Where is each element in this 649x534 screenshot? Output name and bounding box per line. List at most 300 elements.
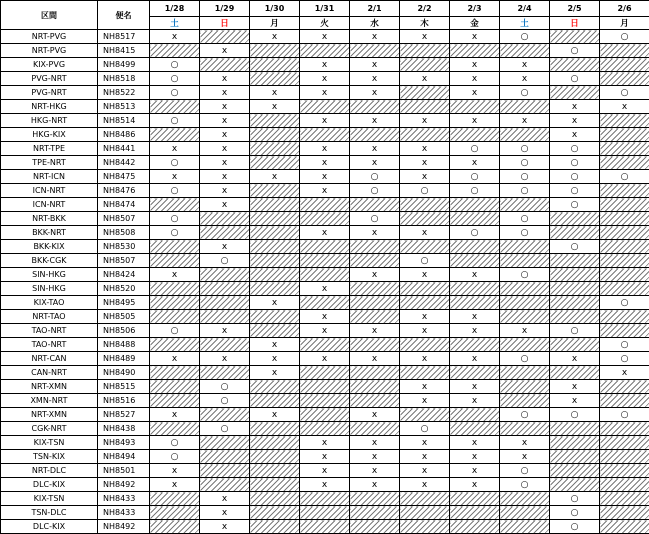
flight-cell: NH8474 bbox=[98, 198, 150, 212]
available-cell: ○ bbox=[550, 72, 600, 86]
table-row bbox=[1, 30, 649, 44]
no-flight-cell bbox=[600, 422, 649, 436]
no-flight-cell bbox=[150, 492, 200, 506]
no-flight-cell bbox=[450, 240, 500, 254]
no-flight-cell bbox=[250, 114, 300, 128]
no-flight-cell bbox=[400, 506, 450, 520]
no-flight-cell bbox=[200, 366, 250, 380]
no-flight-cell bbox=[550, 338, 600, 352]
available-cell: ○ bbox=[450, 142, 500, 156]
available-cell: ○ bbox=[150, 324, 200, 338]
available-cell: ○ bbox=[550, 170, 600, 184]
no-flight-cell bbox=[450, 296, 500, 310]
no-flight-cell bbox=[550, 282, 600, 296]
no-flight-cell bbox=[400, 520, 450, 534]
available-cell: ○ bbox=[550, 408, 600, 422]
no-flight-cell bbox=[450, 198, 500, 212]
no-flight-cell bbox=[250, 254, 300, 268]
no-flight-cell bbox=[150, 198, 200, 212]
table-row bbox=[1, 44, 649, 58]
available-cell: ○ bbox=[350, 170, 400, 184]
unavailable-cell: x bbox=[300, 352, 350, 366]
unavailable-cell: x bbox=[350, 142, 400, 156]
unavailable-cell: x bbox=[400, 450, 450, 464]
route-cell: CGK-NRT bbox=[1, 422, 98, 436]
table-row bbox=[1, 366, 649, 380]
no-flight-cell bbox=[600, 184, 649, 198]
no-flight-cell bbox=[200, 338, 250, 352]
available-cell: ○ bbox=[450, 170, 500, 184]
route-cell: BKK-KIX bbox=[1, 240, 98, 254]
unavailable-cell: x bbox=[150, 170, 200, 184]
no-flight-cell bbox=[250, 128, 300, 142]
available-cell: ○ bbox=[600, 338, 649, 352]
unavailable-cell: x bbox=[150, 142, 200, 156]
flight-cell: NH8486 bbox=[98, 128, 150, 142]
unavailable-cell: x bbox=[550, 100, 600, 114]
no-flight-cell bbox=[600, 464, 649, 478]
unavailable-cell: x bbox=[300, 184, 350, 198]
unavailable-cell: x bbox=[300, 170, 350, 184]
no-flight-cell bbox=[500, 282, 550, 296]
no-flight-cell bbox=[600, 156, 649, 170]
table-row bbox=[1, 128, 649, 142]
table-row bbox=[1, 324, 649, 338]
available-cell: ○ bbox=[500, 156, 550, 170]
no-flight-cell bbox=[500, 506, 550, 520]
table-row bbox=[1, 254, 649, 268]
no-flight-cell bbox=[600, 268, 649, 282]
no-flight-cell bbox=[250, 436, 300, 450]
no-flight-cell bbox=[550, 296, 600, 310]
unavailable-cell: x bbox=[400, 156, 450, 170]
unavailable-cell: x bbox=[300, 226, 350, 240]
no-flight-cell bbox=[600, 492, 649, 506]
flight-cell: NH8495 bbox=[98, 296, 150, 310]
table-row bbox=[1, 408, 649, 422]
unavailable-cell: x bbox=[450, 72, 500, 86]
available-cell: ○ bbox=[550, 506, 600, 520]
route-cell: DLC-KIX bbox=[1, 520, 98, 534]
available-cell: ○ bbox=[500, 268, 550, 282]
available-cell: ○ bbox=[150, 212, 200, 226]
unavailable-cell: x bbox=[200, 142, 250, 156]
available-cell: ○ bbox=[450, 226, 500, 240]
unavailable-cell: x bbox=[300, 58, 350, 72]
no-flight-cell bbox=[450, 282, 500, 296]
no-flight-cell bbox=[600, 72, 649, 86]
flight-cell: NH8494 bbox=[98, 450, 150, 464]
table-row bbox=[1, 170, 649, 184]
unavailable-cell: x bbox=[250, 170, 300, 184]
weekday-header: 月 bbox=[600, 17, 649, 30]
no-flight-cell bbox=[600, 114, 649, 128]
route-cell: NRT-TPE bbox=[1, 142, 98, 156]
no-flight-cell bbox=[600, 198, 649, 212]
no-flight-cell bbox=[500, 254, 550, 268]
weekday-header: 土 bbox=[150, 17, 200, 30]
unavailable-cell: x bbox=[200, 170, 250, 184]
no-flight-cell bbox=[150, 394, 200, 408]
route-cell: BKK-NRT bbox=[1, 226, 98, 240]
no-flight-cell bbox=[300, 240, 350, 254]
no-flight-cell bbox=[600, 520, 649, 534]
no-flight-cell bbox=[550, 436, 600, 450]
no-flight-cell bbox=[550, 254, 600, 268]
no-flight-cell bbox=[200, 30, 250, 44]
no-flight-cell bbox=[250, 520, 300, 534]
unavailable-cell: x bbox=[450, 324, 500, 338]
available-cell: ○ bbox=[600, 408, 649, 422]
unavailable-cell: x bbox=[500, 450, 550, 464]
available-cell: ○ bbox=[200, 394, 250, 408]
no-flight-cell bbox=[600, 324, 649, 338]
unavailable-cell: x bbox=[200, 506, 250, 520]
no-flight-cell bbox=[300, 128, 350, 142]
no-flight-cell bbox=[250, 478, 300, 492]
no-flight-cell bbox=[300, 394, 350, 408]
no-flight-cell bbox=[400, 492, 450, 506]
weekday-header: 水 bbox=[350, 17, 400, 30]
table-row bbox=[1, 352, 649, 366]
table-row bbox=[1, 86, 649, 100]
no-flight-cell bbox=[500, 366, 550, 380]
flight-cell: NH8489 bbox=[98, 352, 150, 366]
unavailable-cell: x bbox=[400, 268, 450, 282]
no-flight-cell bbox=[450, 422, 500, 436]
unavailable-cell: x bbox=[400, 72, 450, 86]
unavailable-cell: x bbox=[400, 380, 450, 394]
no-flight-cell bbox=[400, 44, 450, 58]
available-cell: ○ bbox=[200, 254, 250, 268]
unavailable-cell: x bbox=[200, 492, 250, 506]
available-cell: ○ bbox=[550, 324, 600, 338]
unavailable-cell: x bbox=[300, 436, 350, 450]
unavailable-cell: x bbox=[450, 436, 500, 450]
unavailable-cell: x bbox=[300, 114, 350, 128]
no-flight-cell bbox=[400, 58, 450, 72]
unavailable-cell: x bbox=[150, 352, 200, 366]
unavailable-cell: x bbox=[500, 324, 550, 338]
unavailable-cell: x bbox=[300, 72, 350, 86]
no-flight-cell bbox=[400, 296, 450, 310]
unavailable-cell: x bbox=[600, 100, 649, 114]
unavailable-cell: x bbox=[200, 100, 250, 114]
no-flight-cell bbox=[600, 128, 649, 142]
available-cell: ○ bbox=[550, 240, 600, 254]
available-cell: ○ bbox=[150, 436, 200, 450]
no-flight-cell bbox=[200, 408, 250, 422]
available-cell: ○ bbox=[500, 184, 550, 198]
no-flight-cell bbox=[600, 212, 649, 226]
route-cell: NRT-ICN bbox=[1, 170, 98, 184]
table-row bbox=[1, 436, 649, 450]
date-header: 1/31 bbox=[300, 1, 350, 17]
unavailable-cell: x bbox=[150, 478, 200, 492]
no-flight-cell bbox=[300, 338, 350, 352]
no-flight-cell bbox=[250, 212, 300, 226]
table-row bbox=[1, 282, 649, 296]
unavailable-cell: x bbox=[200, 184, 250, 198]
unavailable-cell: x bbox=[300, 310, 350, 324]
unavailable-cell: x bbox=[450, 394, 500, 408]
no-flight-cell bbox=[450, 506, 500, 520]
available-cell: ○ bbox=[200, 380, 250, 394]
unavailable-cell: x bbox=[550, 380, 600, 394]
unavailable-cell: x bbox=[250, 408, 300, 422]
unavailable-cell: x bbox=[550, 128, 600, 142]
available-cell: ○ bbox=[550, 520, 600, 534]
no-flight-cell bbox=[200, 436, 250, 450]
flight-cell: NH8488 bbox=[98, 338, 150, 352]
no-flight-cell bbox=[150, 282, 200, 296]
date-header: 2/5 bbox=[550, 1, 600, 17]
unavailable-cell: x bbox=[400, 170, 450, 184]
no-flight-cell bbox=[450, 366, 500, 380]
table-row bbox=[1, 506, 649, 520]
unavailable-cell: x bbox=[350, 478, 400, 492]
available-cell: ○ bbox=[600, 86, 649, 100]
unavailable-cell: x bbox=[400, 464, 450, 478]
no-flight-cell bbox=[200, 268, 250, 282]
unavailable-cell: x bbox=[550, 352, 600, 366]
table-row bbox=[1, 198, 649, 212]
flight-cell: NH8493 bbox=[98, 436, 150, 450]
unavailable-cell: x bbox=[200, 324, 250, 338]
no-flight-cell bbox=[550, 58, 600, 72]
unavailable-cell: x bbox=[300, 282, 350, 296]
no-flight-cell bbox=[150, 128, 200, 142]
no-flight-cell bbox=[450, 128, 500, 142]
flight-cell: NH8415 bbox=[98, 44, 150, 58]
no-flight-cell bbox=[300, 198, 350, 212]
route-cell: ICN-NRT bbox=[1, 198, 98, 212]
no-flight-cell bbox=[550, 212, 600, 226]
no-flight-cell bbox=[200, 226, 250, 240]
no-flight-cell bbox=[350, 44, 400, 58]
unavailable-cell: x bbox=[250, 86, 300, 100]
no-flight-cell bbox=[450, 520, 500, 534]
no-flight-cell bbox=[300, 506, 350, 520]
unavailable-cell: x bbox=[400, 142, 450, 156]
no-flight-cell bbox=[200, 464, 250, 478]
unavailable-cell: x bbox=[200, 520, 250, 534]
available-cell: ○ bbox=[150, 58, 200, 72]
route-cell: NRT-XMN bbox=[1, 408, 98, 422]
no-flight-cell bbox=[200, 58, 250, 72]
no-flight-cell bbox=[350, 492, 400, 506]
route-cell: KIX-TSN bbox=[1, 492, 98, 506]
no-flight-cell bbox=[250, 72, 300, 86]
no-flight-cell bbox=[400, 212, 450, 226]
no-flight-cell bbox=[350, 128, 400, 142]
unavailable-cell: x bbox=[200, 128, 250, 142]
available-cell: ○ bbox=[600, 352, 649, 366]
weekday-header: 金 bbox=[450, 17, 500, 30]
no-flight-cell bbox=[600, 142, 649, 156]
available-cell: ○ bbox=[500, 478, 550, 492]
no-flight-cell bbox=[250, 156, 300, 170]
available-cell: ○ bbox=[350, 184, 400, 198]
no-flight-cell bbox=[150, 506, 200, 520]
no-flight-cell bbox=[400, 282, 450, 296]
no-flight-cell bbox=[500, 394, 550, 408]
unavailable-cell: x bbox=[450, 268, 500, 282]
no-flight-cell bbox=[250, 240, 300, 254]
unavailable-cell: x bbox=[200, 114, 250, 128]
unavailable-cell: x bbox=[450, 114, 500, 128]
unavailable-cell: x bbox=[450, 58, 500, 72]
date-header: 2/2 bbox=[400, 1, 450, 17]
available-cell: ○ bbox=[500, 464, 550, 478]
no-flight-cell bbox=[550, 268, 600, 282]
no-flight-cell bbox=[300, 408, 350, 422]
date-header: 1/30 bbox=[250, 1, 300, 17]
unavailable-cell: x bbox=[350, 268, 400, 282]
unavailable-cell: x bbox=[150, 464, 200, 478]
route-cell: SIN-HKG bbox=[1, 282, 98, 296]
unavailable-cell: x bbox=[250, 338, 300, 352]
unavailable-cell: x bbox=[350, 30, 400, 44]
route-cell: NRT-DLC bbox=[1, 464, 98, 478]
no-flight-cell bbox=[600, 436, 649, 450]
no-flight-cell bbox=[300, 212, 350, 226]
no-flight-cell bbox=[300, 254, 350, 268]
weekday-header: 日 bbox=[200, 17, 250, 30]
available-cell: ○ bbox=[550, 198, 600, 212]
no-flight-cell bbox=[350, 366, 400, 380]
no-flight-cell bbox=[400, 408, 450, 422]
flight-cell: NH8516 bbox=[98, 394, 150, 408]
unavailable-cell: x bbox=[200, 86, 250, 100]
route-cell: TSN-DLC bbox=[1, 506, 98, 520]
available-cell: ○ bbox=[150, 114, 200, 128]
flight-cell: NH8492 bbox=[98, 520, 150, 534]
no-flight-cell bbox=[300, 492, 350, 506]
no-flight-cell bbox=[450, 44, 500, 58]
no-flight-cell bbox=[150, 240, 200, 254]
no-flight-cell bbox=[500, 492, 550, 506]
no-flight-cell bbox=[400, 366, 450, 380]
available-cell: ○ bbox=[550, 184, 600, 198]
flight-cell: NH8501 bbox=[98, 464, 150, 478]
flight-cell: NH8476 bbox=[98, 184, 150, 198]
no-flight-cell bbox=[250, 44, 300, 58]
no-flight-cell bbox=[550, 30, 600, 44]
table-row bbox=[1, 226, 649, 240]
unavailable-cell: x bbox=[300, 324, 350, 338]
unavailable-cell: x bbox=[350, 114, 400, 128]
route-cell: NRT-PVG bbox=[1, 30, 98, 44]
available-cell: ○ bbox=[550, 492, 600, 506]
unavailable-cell: x bbox=[350, 408, 400, 422]
no-flight-cell bbox=[600, 226, 649, 240]
no-flight-cell bbox=[500, 128, 550, 142]
flight-cell: NH8506 bbox=[98, 324, 150, 338]
no-flight-cell bbox=[150, 520, 200, 534]
route-cell: DLC-KIX bbox=[1, 478, 98, 492]
unavailable-cell: x bbox=[500, 58, 550, 72]
available-cell: ○ bbox=[550, 44, 600, 58]
table-row bbox=[1, 464, 649, 478]
no-flight-cell bbox=[400, 86, 450, 100]
available-cell: ○ bbox=[500, 212, 550, 226]
date-header: 2/1 bbox=[350, 1, 400, 17]
flight-cell: NH8492 bbox=[98, 478, 150, 492]
available-cell: ○ bbox=[500, 226, 550, 240]
available-cell: ○ bbox=[150, 450, 200, 464]
available-cell: ○ bbox=[400, 422, 450, 436]
route-cell: PVG-NRT bbox=[1, 72, 98, 86]
no-flight-cell bbox=[250, 198, 300, 212]
no-flight-cell bbox=[500, 422, 550, 436]
route-cell: TAO-NRT bbox=[1, 324, 98, 338]
available-cell: ○ bbox=[500, 408, 550, 422]
available-cell: ○ bbox=[500, 142, 550, 156]
flight-cell: NH8490 bbox=[98, 366, 150, 380]
no-flight-cell bbox=[250, 380, 300, 394]
table-row bbox=[1, 394, 649, 408]
no-flight-cell bbox=[500, 240, 550, 254]
no-flight-cell bbox=[150, 380, 200, 394]
unavailable-cell: x bbox=[300, 30, 350, 44]
no-flight-cell bbox=[150, 44, 200, 58]
no-flight-cell bbox=[250, 422, 300, 436]
no-flight-cell bbox=[600, 240, 649, 254]
route-header: 区間 bbox=[1, 1, 98, 30]
date-header-row bbox=[1, 1, 649, 17]
unavailable-cell: x bbox=[400, 324, 450, 338]
route-cell: NRT-XMN bbox=[1, 380, 98, 394]
no-flight-cell bbox=[250, 282, 300, 296]
no-flight-cell bbox=[450, 100, 500, 114]
available-cell: ○ bbox=[500, 352, 550, 366]
unavailable-cell: x bbox=[450, 450, 500, 464]
table-row bbox=[1, 520, 649, 534]
available-cell: ○ bbox=[450, 184, 500, 198]
available-cell: ○ bbox=[150, 184, 200, 198]
route-cell: HKG-NRT bbox=[1, 114, 98, 128]
no-flight-cell bbox=[150, 338, 200, 352]
no-flight-cell bbox=[150, 100, 200, 114]
table-row bbox=[1, 478, 649, 492]
no-flight-cell bbox=[600, 58, 649, 72]
no-flight-cell bbox=[150, 422, 200, 436]
unavailable-cell: x bbox=[450, 86, 500, 100]
no-flight-cell bbox=[550, 464, 600, 478]
no-flight-cell bbox=[500, 198, 550, 212]
flight-cell: NH8515 bbox=[98, 380, 150, 394]
unavailable-cell: x bbox=[350, 352, 400, 366]
unavailable-cell: x bbox=[600, 366, 649, 380]
table-row bbox=[1, 142, 649, 156]
flight-cell: NH8507 bbox=[98, 212, 150, 226]
no-flight-cell bbox=[450, 212, 500, 226]
flight-cell: NH8475 bbox=[98, 170, 150, 184]
unavailable-cell: x bbox=[250, 30, 300, 44]
unavailable-cell: x bbox=[400, 436, 450, 450]
no-flight-cell bbox=[350, 198, 400, 212]
date-header: 1/28 bbox=[150, 1, 200, 17]
available-cell: ○ bbox=[150, 72, 200, 86]
no-flight-cell bbox=[250, 268, 300, 282]
unavailable-cell: x bbox=[250, 366, 300, 380]
route-cell: BKK-CGK bbox=[1, 254, 98, 268]
no-flight-cell bbox=[600, 380, 649, 394]
no-flight-cell bbox=[350, 100, 400, 114]
date-header: 2/3 bbox=[450, 1, 500, 17]
table-row bbox=[1, 240, 649, 254]
